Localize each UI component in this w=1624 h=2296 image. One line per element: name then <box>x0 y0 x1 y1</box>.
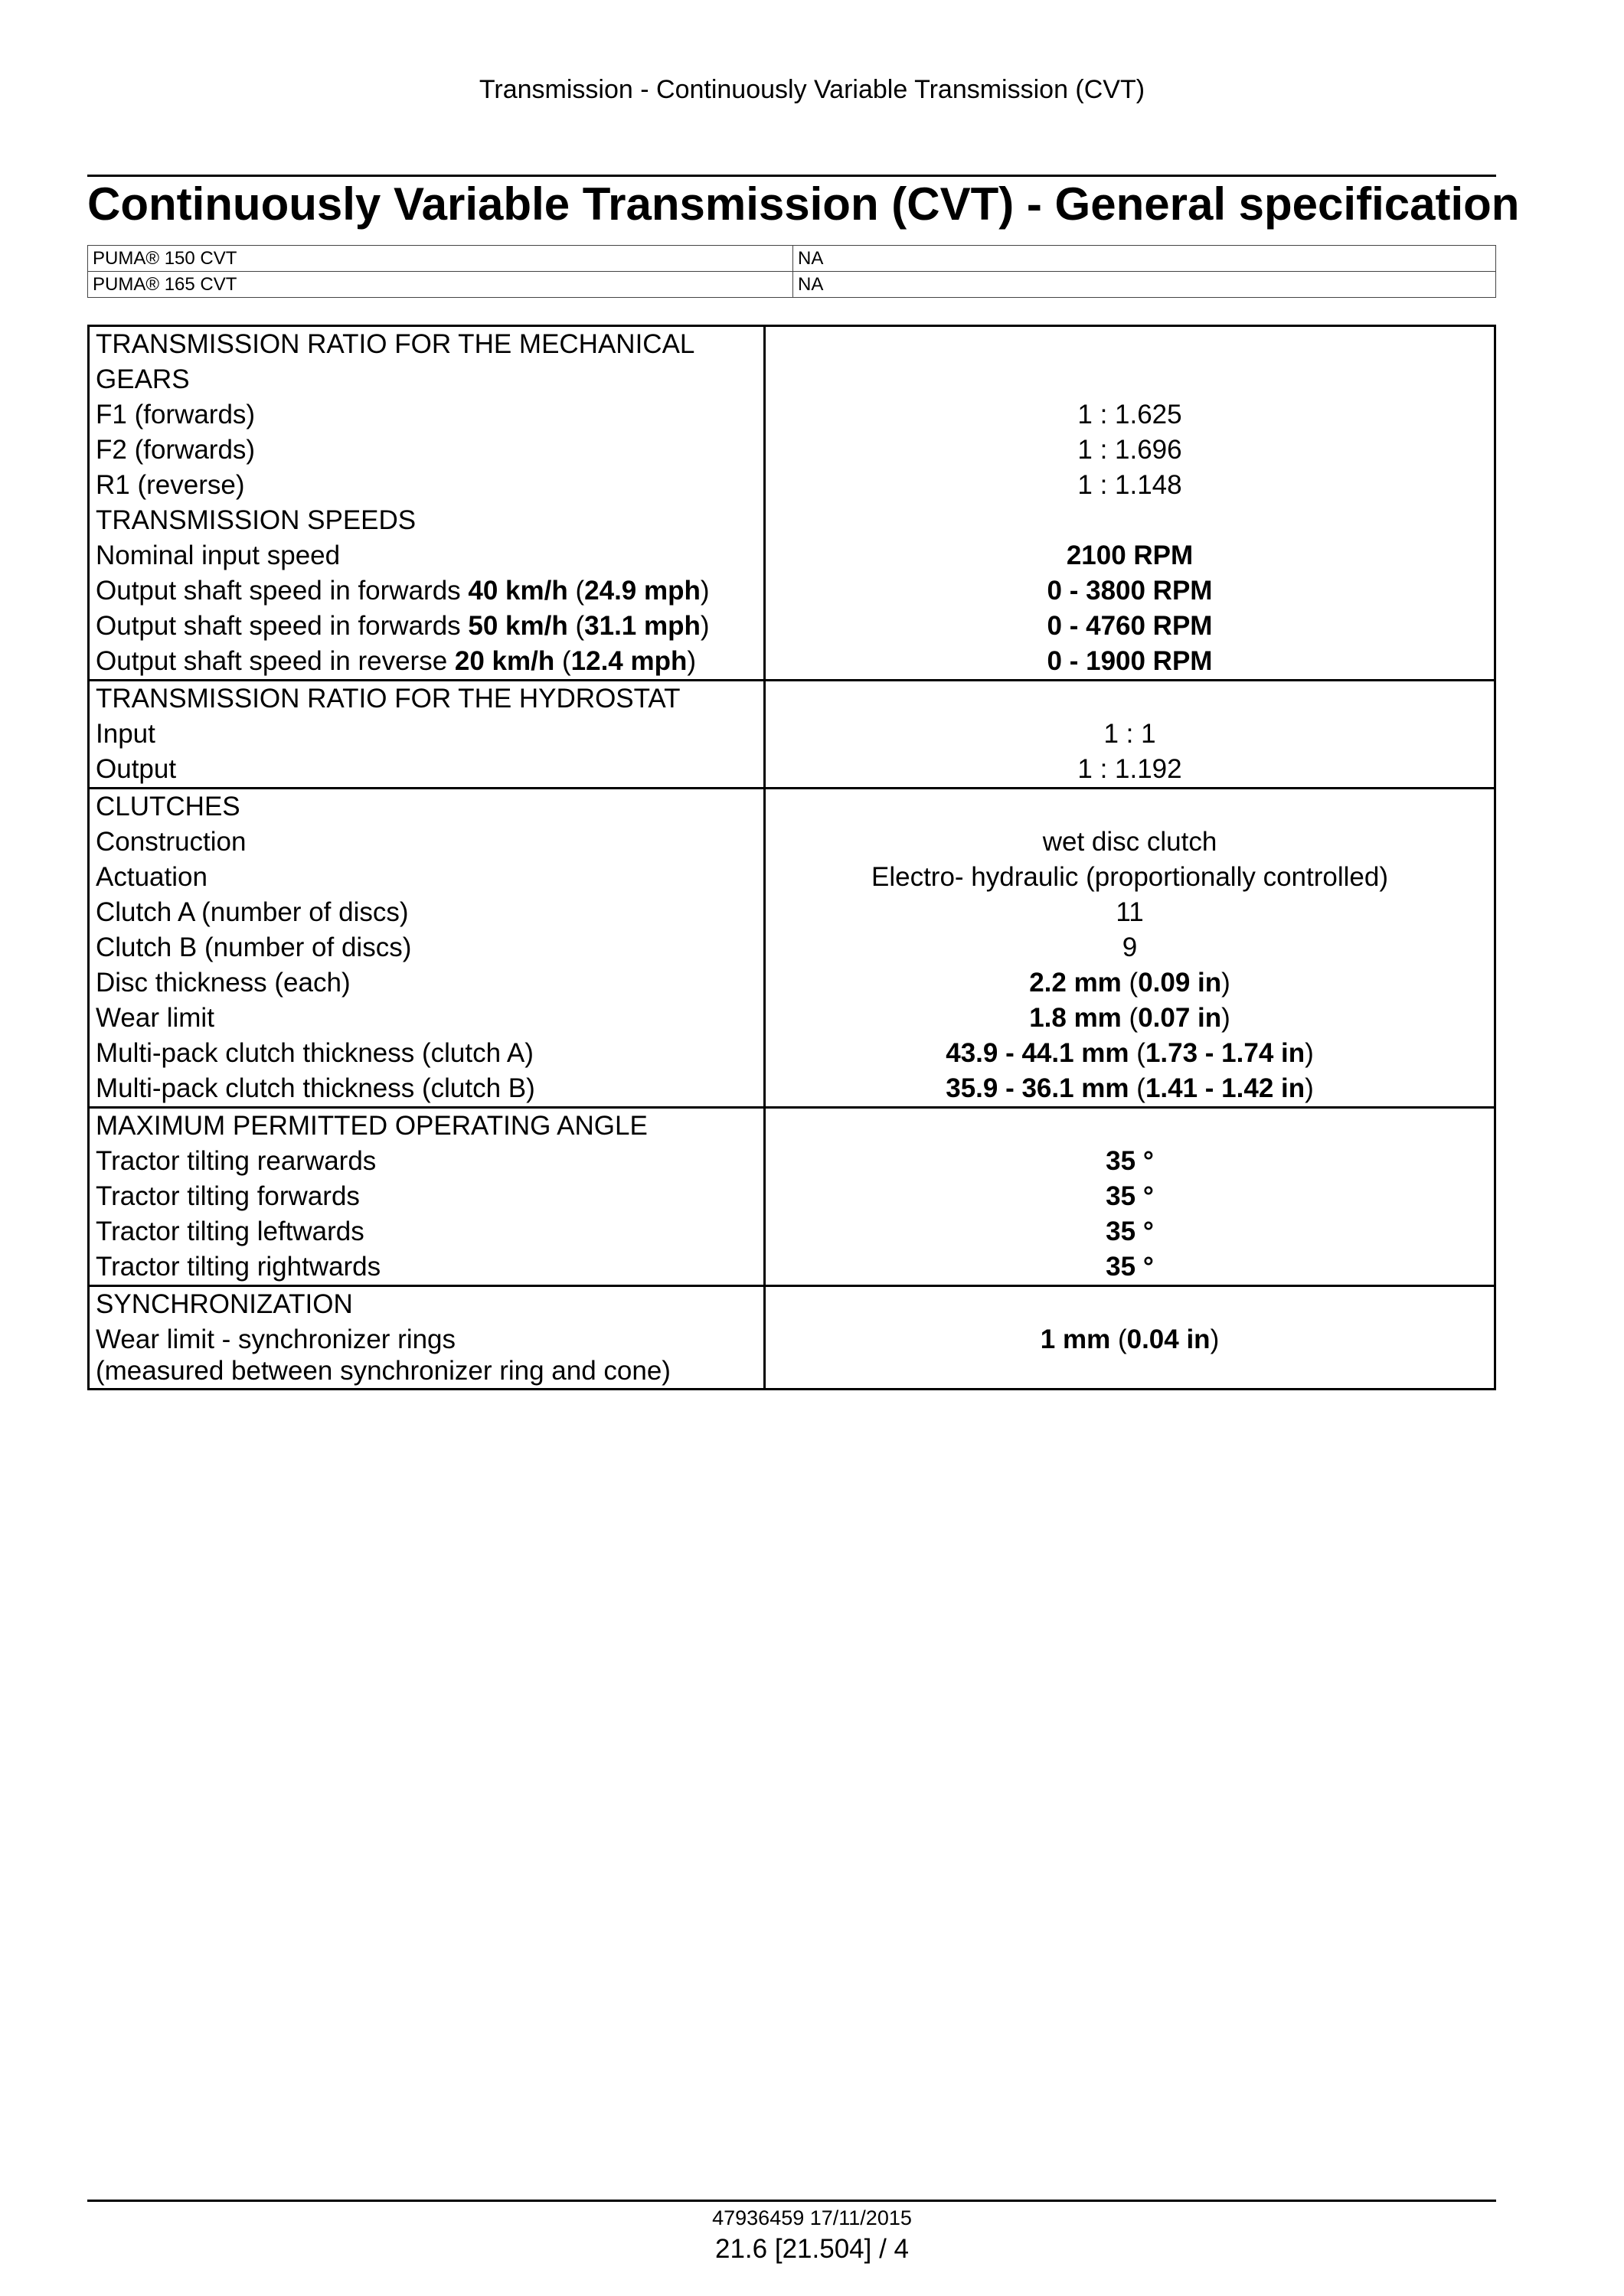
spacer <box>766 1287 1494 1322</box>
label-text: ) <box>700 611 710 641</box>
spec-label: Wear limit - synchronizer rings <box>96 1324 456 1354</box>
spec-value: 1 : 1.696 <box>1077 435 1182 465</box>
spec-label: Output <box>96 754 177 784</box>
title-rule <box>87 175 1496 177</box>
value-imperial: 1.73 - 1.74 in <box>1145 1038 1305 1068</box>
label-speed-imperial: 31.1 mph <box>584 611 701 641</box>
spec-label: Clutch A (number of discs) <box>96 897 409 927</box>
document-code: 47936459 17/11/2015 <box>712 2206 912 2229</box>
section-heading: CLUTCHES <box>96 792 240 821</box>
spec-label: Multi-pack clutch thickness (clutch B) <box>96 1073 535 1103</box>
spec-label: Tractor tilting rearwards <box>96 1146 377 1176</box>
spec-label: Nominal input speed <box>96 541 341 570</box>
value-metric: 1 mm <box>1040 1324 1111 1354</box>
model-name: PUMA® 150 CVT <box>88 246 793 272</box>
spec-value: 1 : 1 <box>1103 719 1156 749</box>
spec-value <box>766 1144 1494 1179</box>
spec-label: Input <box>96 719 155 749</box>
spec-label: R1 (reverse) <box>96 470 245 500</box>
spec-section-mechanical <box>89 326 1495 681</box>
spec-value-bold: 0 - 4760 RPM <box>1047 611 1213 641</box>
spec-value: 1 : 1.148 <box>1077 470 1182 500</box>
spacer <box>766 789 1494 825</box>
spacer <box>766 362 1494 397</box>
label-text: Output shaft speed in reverse <box>96 646 455 676</box>
model-value: NA <box>793 272 1496 298</box>
spec-label: Construction <box>96 827 247 857</box>
spec-values <box>765 1108 1495 1286</box>
label-speed-metric: 20 km/h <box>454 646 555 676</box>
spec-value: 1 : 1.625 <box>1077 400 1182 429</box>
label-speed-metric: 40 km/h <box>468 576 568 606</box>
spec-value-bold: 35 ° <box>1106 1181 1154 1211</box>
model-applicability-table <box>87 245 1496 298</box>
value-imperial: 0.04 in <box>1126 1324 1211 1354</box>
value-metric: 35.9 - 36.1 mm <box>946 1073 1129 1103</box>
label-speed-imperial: 24.9 mph <box>584 576 701 606</box>
table-row <box>88 246 1496 272</box>
spec-labels <box>89 1286 765 1390</box>
model-value: NA <box>793 246 1496 272</box>
spec-value: 11 <box>1116 897 1144 927</box>
spec-label: Tractor tilting rightwards <box>96 1252 381 1282</box>
section-heading: TRANSMISSION RATIO FOR THE MECHANICAL <box>96 329 695 359</box>
spec-section-clutches <box>89 789 1495 1108</box>
spec-values <box>765 789 1495 1108</box>
spec-value-bold: 35 ° <box>1106 1146 1154 1176</box>
label-text: ( <box>567 611 585 641</box>
section-heading-cont: GEARS <box>96 364 190 394</box>
spec-values <box>765 681 1495 789</box>
spec-value-bold: 35 ° <box>1106 1217 1154 1246</box>
label-text: ) <box>687 646 697 676</box>
page-title: Continuously Variable Transmission (CVT) - General specification <box>87 178 1520 230</box>
spec-value <box>766 1249 1494 1285</box>
spec-value-bold: 2100 RPM <box>1066 541 1194 570</box>
spec-value: 1 : 1.192 <box>1077 754 1182 784</box>
specification-table <box>87 325 1496 1390</box>
spacer <box>766 681 1494 717</box>
spec-value-bold: 35 ° <box>1106 1252 1154 1282</box>
spec-value: 1 mm (0.04 in) <box>1040 1324 1220 1354</box>
value-metric: 2.2 mm <box>1029 968 1122 998</box>
spec-section-operating-angle <box>89 1108 1495 1286</box>
spec-labels <box>89 1108 765 1286</box>
value-imperial: 1.41 - 1.42 in <box>1145 1073 1305 1103</box>
spec-value <box>766 538 1494 573</box>
label-speed-metric: 50 km/h <box>468 611 568 641</box>
spec-labels <box>89 789 765 1108</box>
label-text: Output shaft speed in forwards <box>96 611 469 641</box>
spec-label <box>90 609 763 644</box>
section-heading: TRANSMISSION RATIO FOR THE HYDROSTAT <box>96 684 681 714</box>
spec-label: Tractor tilting leftwards <box>96 1217 364 1246</box>
spec-label: Wear limit <box>96 1003 214 1033</box>
label-text: ( <box>554 646 571 676</box>
footer-rule <box>87 2200 1496 2202</box>
spec-labels <box>89 326 765 681</box>
value-imperial: 0.07 in <box>1138 1003 1222 1033</box>
spec-value <box>766 573 1494 609</box>
spec-value: Electro- hydraulic (proportionally controlled) <box>871 862 1388 892</box>
label-speed-imperial: 12.4 mph <box>570 646 688 676</box>
spacer <box>766 503 1494 538</box>
spec-value: wet disc clutch <box>1042 827 1217 857</box>
spec-label: Multi-pack clutch thickness (clutch A) <box>96 1038 534 1068</box>
spec-labels <box>89 681 765 789</box>
section-heading: TRANSMISSION SPEEDS <box>96 505 417 535</box>
spacer <box>766 327 1494 362</box>
spec-value <box>766 1179 1494 1214</box>
spec-value: 9 <box>1122 932 1138 962</box>
spec-label: Tractor tilting forwards <box>96 1181 360 1211</box>
spec-values <box>765 1286 1495 1390</box>
value-imperial: 0.09 in <box>1138 968 1222 998</box>
spec-value: 2.2 mm (0.09 in) <box>1029 968 1230 998</box>
spacer <box>766 1109 1494 1144</box>
spec-label <box>90 573 763 609</box>
value-metric: 43.9 - 44.1 mm <box>946 1038 1129 1068</box>
spec-values <box>765 326 1495 681</box>
spec-value <box>766 644 1494 679</box>
spec-value: 35.9 - 36.1 mm (1.41 - 1.42 in) <box>946 1073 1314 1103</box>
model-name: PUMA® 165 CVT <box>88 272 793 298</box>
spec-label: Actuation <box>96 862 207 892</box>
spec-section-hydrostat <box>89 681 1495 789</box>
spec-value-bold: 0 - 1900 RPM <box>1047 646 1213 676</box>
spec-label: Clutch B (number of discs) <box>96 932 412 962</box>
spec-note: (measured between synchronizer ring and cone) <box>96 1356 671 1386</box>
running-header: Transmission - Continuously Variable Transmission (CVT) <box>479 75 1145 104</box>
spec-value: 43.9 - 44.1 mm (1.73 - 1.74 in) <box>946 1038 1314 1068</box>
spec-label: Disc thickness (each) <box>96 968 351 998</box>
page-number: 21.6 [21.504] / 4 <box>715 2234 909 2264</box>
label-text: ( <box>567 576 585 606</box>
table-row <box>88 272 1496 298</box>
section-heading: SYNCHRONIZATION <box>96 1289 353 1319</box>
spec-label: F2 (forwards) <box>96 435 256 465</box>
section-heading: MAXIMUM PERMITTED OPERATING ANGLE <box>96 1111 648 1141</box>
spec-label <box>90 644 763 679</box>
spec-value <box>766 1214 1494 1249</box>
spec-value-bold: 0 - 3800 RPM <box>1047 576 1213 606</box>
label-text: Output shaft speed in forwards <box>96 576 469 606</box>
spec-value <box>766 609 1494 644</box>
spec-label: F1 (forwards) <box>96 400 256 429</box>
label-text: ) <box>700 576 710 606</box>
value-metric: 1.8 mm <box>1029 1003 1122 1033</box>
spec-value: 1.8 mm (0.07 in) <box>1029 1003 1230 1033</box>
spec-section-synchronization <box>89 1286 1495 1390</box>
